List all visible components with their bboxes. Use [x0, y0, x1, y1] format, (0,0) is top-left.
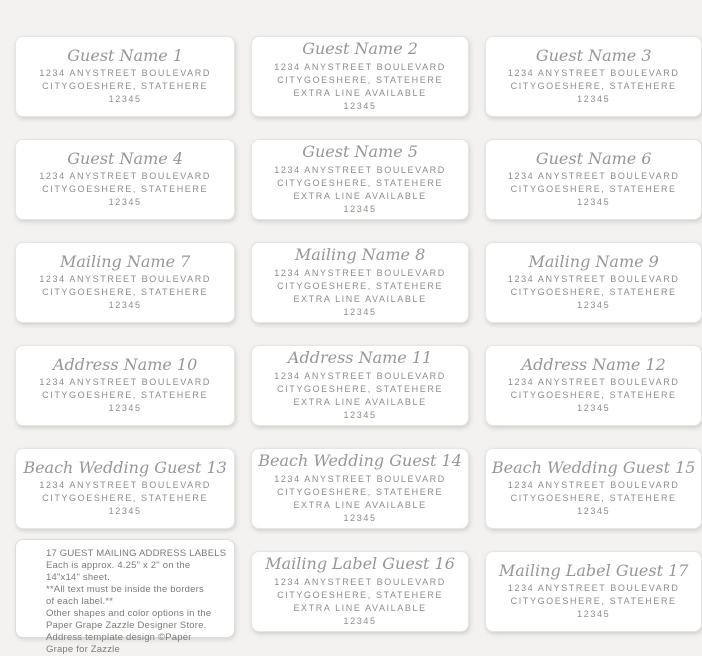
address-line: 12345	[108, 300, 142, 311]
address-block	[274, 61, 446, 113]
address-label-5	[251, 139, 469, 220]
address-label-9	[485, 242, 702, 323]
address-block	[274, 473, 446, 525]
address-line: CITYGOESHERE, STATEHERE	[42, 184, 209, 195]
address-block	[39, 170, 211, 209]
address-label-10	[15, 345, 235, 426]
info-line: of each label.**	[46, 595, 114, 607]
address-block	[508, 582, 680, 621]
guest-name: Guest Name 2	[302, 39, 418, 59]
product-info-box	[15, 539, 235, 655]
guest-name: Mailing Label Guest 16	[265, 554, 455, 574]
guest-name: Address Name 11	[287, 348, 433, 368]
info-line: Each is approx. 4.25" x 2" on the	[46, 559, 191, 571]
guest-name: Address Name 10	[52, 354, 198, 374]
address-line: CITYGOESHERE, STATEHERE	[42, 390, 209, 401]
guest-name: Guest Name 5	[302, 142, 418, 162]
address-line: 12345	[343, 306, 377, 317]
address-line: 1234 ANYSTREET BOULEVARD	[274, 576, 446, 587]
address-line: CITYGOESHERE, STATEHERE	[42, 493, 209, 504]
info-line: Other shapes and color options in the	[46, 607, 212, 619]
guest-name: Mailing Name 9	[528, 251, 659, 271]
info-line: Paper Grape Zazzle Designer Store.	[46, 619, 207, 631]
address-line: EXTRA LINE AVAILABLE	[293, 602, 427, 613]
guest-name: Beach Wedding Guest 15	[491, 457, 696, 477]
guest-name: Guest Name 1	[67, 45, 183, 65]
address-line: CITYGOESHERE, STATEHERE	[277, 589, 444, 600]
address-line: CITYGOESHERE, STATEHERE	[277, 177, 444, 188]
info-line: **All text must be inside the borders	[46, 583, 204, 595]
address-line: 1234 ANYSTREET BOULEVARD	[39, 171, 211, 182]
address-line: 1234 ANYSTREET BOULEVARD	[274, 370, 446, 381]
address-line: 12345	[108, 506, 142, 517]
address-label-12	[485, 345, 702, 426]
address-line: CITYGOESHERE, STATEHERE	[42, 287, 209, 298]
address-line: 12345	[577, 506, 611, 517]
address-line: CITYGOESHERE, STATEHERE	[277, 383, 444, 394]
address-label-16	[251, 551, 469, 632]
address-label-17	[485, 551, 702, 632]
guest-name: Guest Name 6	[535, 148, 652, 168]
address-line: CITYGOESHERE, STATEHERE	[510, 390, 677, 401]
address-block	[39, 273, 211, 312]
address-label-13	[15, 448, 235, 529]
address-line: 1234 ANYSTREET BOULEVARD	[274, 164, 446, 175]
address-block	[508, 273, 680, 312]
address-line: CITYGOESHERE, STATEHERE	[510, 81, 677, 92]
address-label-2	[251, 36, 469, 117]
address-label-11	[251, 345, 469, 426]
address-line: 1234 ANYSTREET BOULEVARD	[274, 267, 446, 278]
address-line: 1234 ANYSTREET BOULEVARD	[39, 480, 211, 491]
address-line: 12345	[577, 609, 611, 620]
address-block	[508, 170, 680, 209]
guest-name: Mailing Label Guest 17	[498, 560, 689, 580]
address-line: CITYGOESHERE, STATEHERE	[277, 486, 444, 497]
address-line: 1234 ANYSTREET BOULEVARD	[507, 68, 680, 79]
address-line: 12345	[108, 94, 142, 105]
address-line: 12345	[577, 94, 611, 105]
guest-name: Beach Wedding Guest 14	[258, 451, 462, 471]
address-line: CITYGOESHERE, STATEHERE	[277, 74, 444, 85]
address-line: CITYGOESHERE, STATEHERE	[510, 596, 677, 607]
address-line: 12345	[343, 203, 377, 214]
address-block	[508, 67, 680, 106]
address-line: EXTRA LINE AVAILABLE	[293, 190, 427, 201]
guest-name: Guest Name 3	[535, 45, 652, 65]
address-label-14	[251, 448, 469, 529]
address-block	[39, 376, 211, 415]
address-line: 1234 ANYSTREET BOULEVARD	[274, 61, 446, 72]
product-info-text	[46, 548, 226, 656]
address-line: 1234 ANYSTREET BOULEVARD	[507, 480, 680, 491]
address-line: 1234 ANYSTREET BOULEVARD	[274, 473, 446, 484]
address-block	[39, 479, 211, 518]
address-block	[274, 576, 446, 628]
address-block	[274, 267, 446, 319]
address-line: EXTRA LINE AVAILABLE	[293, 87, 427, 98]
address-line: 12345	[108, 403, 142, 414]
address-line: CITYGOESHERE, STATEHERE	[42, 81, 209, 92]
address-line: EXTRA LINE AVAILABLE	[293, 499, 427, 510]
address-line: 12345	[343, 100, 377, 111]
address-line: 1234 ANYSTREET BOULEVARD	[507, 171, 680, 182]
address-line: 12345	[577, 197, 611, 208]
guest-name: Beach Wedding Guest 13	[23, 457, 227, 477]
address-block	[508, 479, 680, 518]
address-block	[274, 164, 446, 216]
info-line: Grape for Zazzle	[46, 643, 120, 655]
address-line: 12345	[343, 409, 377, 420]
guest-name: Mailing Name 7	[59, 251, 191, 271]
address-line: 12345	[343, 615, 377, 626]
address-label-6	[485, 139, 702, 220]
address-line: 12345	[108, 197, 142, 208]
address-line: 1234 ANYSTREET BOULEVARD	[507, 377, 680, 388]
address-line: CITYGOESHERE, STATEHERE	[510, 287, 677, 298]
address-line: CITYGOESHERE, STATEHERE	[510, 493, 677, 504]
guest-name: Address Name 12	[521, 354, 666, 374]
address-label-15	[485, 448, 702, 529]
address-label-1	[15, 36, 235, 117]
address-line: CITYGOESHERE, STATEHERE	[510, 184, 677, 195]
address-line: CITYGOESHERE, STATEHERE	[277, 280, 444, 291]
guest-name: Mailing Name 8	[294, 245, 426, 265]
address-line: 12345	[343, 512, 377, 523]
address-block	[508, 376, 680, 415]
address-line: 12345	[577, 403, 611, 414]
info-line: 14"x14" sheet.	[46, 571, 110, 583]
address-line: 1234 ANYSTREET BOULEVARD	[39, 68, 211, 79]
address-line: 1234 ANYSTREET BOULEVARD	[507, 583, 680, 594]
info-line: Address template design ©Paper	[46, 631, 192, 643]
address-label-3	[485, 36, 702, 117]
address-block	[39, 67, 211, 106]
address-line: 1234 ANYSTREET BOULEVARD	[507, 274, 680, 285]
guest-name: Guest Name 4	[67, 148, 183, 168]
address-label-8	[251, 242, 469, 323]
address-line: EXTRA LINE AVAILABLE	[293, 293, 427, 304]
address-label-4	[15, 139, 235, 220]
info-line: 17 GUEST MAILING ADDRESS LABELS	[46, 548, 227, 559]
address-label-7	[15, 242, 235, 323]
address-block	[274, 370, 446, 422]
address-line: 1234 ANYSTREET BOULEVARD	[39, 377, 211, 388]
address-line: 12345	[577, 300, 611, 311]
address-line: 1234 ANYSTREET BOULEVARD	[39, 274, 211, 285]
address-line: EXTRA LINE AVAILABLE	[293, 396, 427, 407]
